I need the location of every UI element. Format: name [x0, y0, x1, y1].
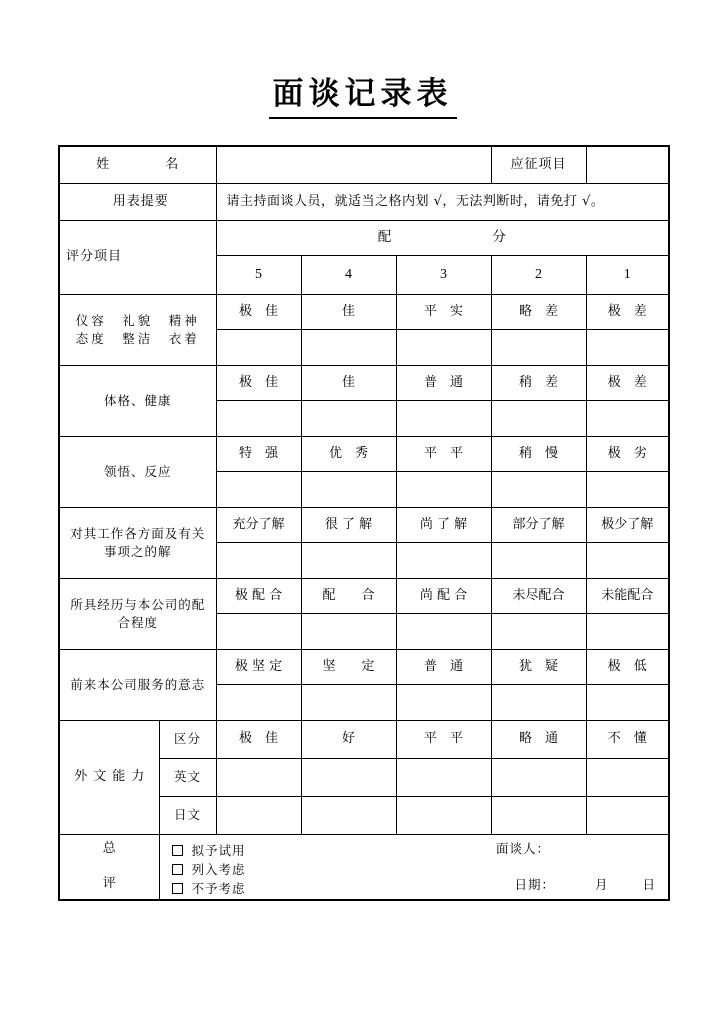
- rating-option: 极 佳: [216, 295, 301, 330]
- rating-option: 稍 差: [491, 366, 586, 401]
- rating-option: 平 实: [396, 295, 491, 330]
- name-label: 姓 名: [59, 146, 216, 184]
- rating-option: 未尽配合: [491, 579, 586, 614]
- position-value-field[interactable]: [586, 146, 669, 184]
- rating-option: 佳: [301, 295, 396, 330]
- rating-option: 优 秀: [301, 437, 396, 472]
- rating-option: 坚 定: [301, 650, 396, 685]
- answer-cell[interactable]: [396, 401, 491, 437]
- name-value-field[interactable]: [216, 146, 491, 184]
- rating-option: 极少了解: [586, 508, 669, 543]
- rating-option: 未能配合: [586, 579, 669, 614]
- answer-cell[interactable]: [491, 472, 586, 508]
- language-sub-label-japanese: 日文: [159, 797, 216, 835]
- rating-option: 尚 配 合: [396, 579, 491, 614]
- rating-option: 犹 疑: [491, 650, 586, 685]
- rating-option: 极 劣: [586, 437, 669, 472]
- rating-option: 普 通: [396, 366, 491, 401]
- checkbox-icon[interactable]: [172, 883, 183, 894]
- rating-option: 极 差: [586, 295, 669, 330]
- date-label: 日期：: [514, 876, 555, 892]
- checkbox-label: 拟予试用: [191, 843, 246, 858]
- rating-option: 平 平: [396, 721, 491, 759]
- page-title-text: 面谈记录表: [269, 74, 457, 119]
- answer-cell[interactable]: [396, 797, 491, 835]
- checkbox-option-reject[interactable]: [172, 879, 246, 898]
- criteria-label-willingness: 前来本公司服务的意志: [59, 650, 216, 721]
- interviewer-field[interactable]: [496, 840, 550, 858]
- criteria-label-comprehension: 领悟、反应: [59, 437, 216, 508]
- footer-body: [160, 835, 669, 899]
- answer-cell[interactable]: [586, 685, 669, 721]
- overall-evaluation-label: [59, 835, 159, 901]
- score-header-4: 4: [301, 256, 396, 295]
- rating-option: 配 合: [301, 579, 396, 614]
- answer-cell[interactable]: [216, 330, 301, 366]
- allocation-label-right: 分: [492, 229, 507, 246]
- checkbox-icon[interactable]: [172, 845, 183, 856]
- rating-option: 很 了 解: [301, 508, 396, 543]
- criteria-row-physique: [59, 366, 669, 401]
- answer-cell[interactable]: [491, 330, 586, 366]
- answer-cell[interactable]: [491, 685, 586, 721]
- brief-text: 请主持面谈人员，就适当之格内划 √，无法判断时，请免打 √。: [216, 184, 669, 221]
- answer-cell[interactable]: [396, 330, 491, 366]
- checkbox-label: 不予考虑: [191, 881, 246, 896]
- answer-cell[interactable]: [301, 614, 396, 650]
- criteria-label-appearance: [59, 295, 216, 366]
- criteria-row-comprehension: [59, 437, 669, 472]
- answer-cell[interactable]: [491, 759, 586, 797]
- answer-cell[interactable]: [586, 330, 669, 366]
- language-row-category: [59, 721, 669, 759]
- score-header-1: 1: [586, 256, 669, 295]
- interview-record-table: [58, 145, 670, 901]
- language-ability-label: 外文能力: [59, 721, 159, 835]
- answer-cell[interactable]: [491, 401, 586, 437]
- answer-cell[interactable]: [216, 472, 301, 508]
- rating-option: 略 差: [491, 295, 586, 330]
- checkbox-icon[interactable]: [172, 864, 183, 875]
- answer-cell[interactable]: [396, 614, 491, 650]
- rating-option: 尚 了 解: [396, 508, 491, 543]
- overall-evaluation-body: [159, 835, 669, 901]
- criteria-row-job-knowledge: [59, 508, 669, 543]
- answer-cell[interactable]: [216, 759, 301, 797]
- answer-cell[interactable]: [586, 543, 669, 579]
- rating-option: 极 佳: [216, 366, 301, 401]
- answer-cell[interactable]: [396, 543, 491, 579]
- brief-label: 用表提要: [59, 184, 216, 221]
- evaluation-checkbox-group: [172, 841, 246, 898]
- answer-cell[interactable]: [586, 759, 669, 797]
- allocation-header-row: [59, 221, 669, 256]
- overall-evaluation-label-line1: 总: [102, 841, 116, 857]
- answer-cell[interactable]: [216, 543, 301, 579]
- checkbox-label: 列入考虑: [191, 862, 246, 877]
- rating-option: 极 佳: [216, 721, 301, 759]
- answer-cell[interactable]: [396, 685, 491, 721]
- rating-option: 特 强: [216, 437, 301, 472]
- rating-option: 平 平: [396, 437, 491, 472]
- rating-option: 普 通: [396, 650, 491, 685]
- date-field[interactable]: [514, 876, 656, 894]
- score-header-2: 2: [491, 256, 586, 295]
- answer-cell[interactable]: [216, 401, 301, 437]
- rating-option: 稍 慢: [491, 437, 586, 472]
- criteria-label-appearance-line2: 态度 整洁 衣着: [75, 331, 200, 346]
- criteria-label-appearance-line1: 仪容 礼貌 精神: [75, 312, 200, 328]
- brief-row: [59, 184, 669, 221]
- rating-option: 略 通: [491, 721, 586, 759]
- rating-option: 充分了解: [216, 508, 301, 543]
- score-header-3: 3: [396, 256, 491, 295]
- date-day-unit: 日: [642, 876, 657, 892]
- answer-cell[interactable]: [491, 543, 586, 579]
- position-label: 应征项目: [491, 146, 586, 184]
- answer-cell[interactable]: [586, 472, 669, 508]
- overall-evaluation-row: [59, 835, 669, 901]
- answer-cell[interactable]: [491, 614, 586, 650]
- answer-cell[interactable]: [301, 330, 396, 366]
- criteria-label-experience-fit: 所具经历与本公司的配合程度: [59, 579, 216, 650]
- answer-cell[interactable]: [301, 685, 396, 721]
- answer-cell[interactable]: [301, 472, 396, 508]
- allocation-label: [216, 221, 669, 256]
- criteria-label-job-knowledge: 对其工作各方面及有关事项之的解: [59, 508, 216, 579]
- criteria-row-appearance: [59, 295, 669, 330]
- scoring-items-label: 评分项目: [59, 221, 216, 295]
- answer-cell[interactable]: [491, 797, 586, 835]
- criteria-row-willingness: [59, 650, 669, 685]
- checkbox-option-trial[interactable]: [172, 841, 246, 860]
- interviewer-label: 面谈人：: [496, 841, 551, 856]
- name-row: [59, 146, 669, 184]
- allocation-label-left: 配: [377, 229, 393, 246]
- rating-option: 不 懂: [586, 721, 669, 759]
- rating-option: 极 低: [586, 650, 669, 685]
- rating-option: 部分了解: [491, 508, 586, 543]
- rating-option: 佳: [301, 366, 396, 401]
- page-title: [0, 74, 725, 119]
- criteria-label-physique: 体格、健康: [59, 366, 216, 437]
- answer-cell[interactable]: [586, 614, 669, 650]
- rating-option: 极 差: [586, 366, 669, 401]
- date-month-unit: 月: [595, 876, 609, 892]
- language-sub-label-english: 英文: [159, 759, 216, 797]
- answer-cell[interactable]: [216, 797, 301, 835]
- answer-cell[interactable]: [396, 759, 491, 797]
- language-sub-label-category: 区分: [159, 721, 216, 759]
- answer-cell[interactable]: [301, 759, 396, 797]
- overall-evaluation-label-line2: 评: [102, 876, 116, 891]
- answer-cell[interactable]: [586, 401, 669, 437]
- checkbox-option-consider[interactable]: [172, 860, 246, 879]
- rating-option: 好: [301, 721, 396, 759]
- answer-cell[interactable]: [586, 797, 669, 835]
- answer-cell[interactable]: [301, 543, 396, 579]
- answer-cell[interactable]: [396, 472, 491, 508]
- answer-cell[interactable]: [301, 401, 396, 437]
- answer-cell[interactable]: [301, 797, 396, 835]
- answer-cell[interactable]: [216, 685, 301, 721]
- rating-option: 极 坚 定: [216, 650, 301, 685]
- rating-option: 极 配 合: [216, 579, 301, 614]
- score-header-5: 5: [216, 256, 301, 295]
- criteria-row-experience-fit: [59, 579, 669, 614]
- answer-cell[interactable]: [216, 614, 301, 650]
